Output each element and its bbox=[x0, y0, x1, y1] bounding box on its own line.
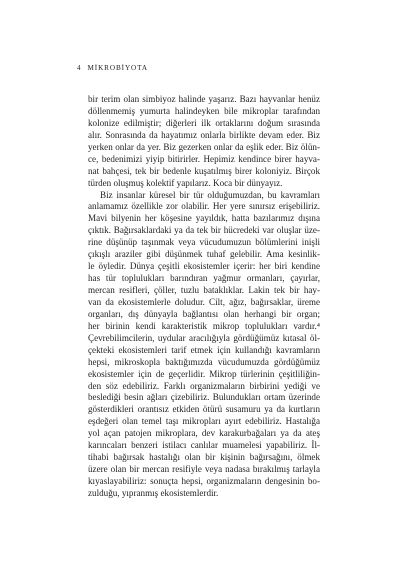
paragraph bbox=[88, 94, 320, 190]
text-line: çekteki ekosistemleri tarif etmek için kullandığı kavramların bbox=[88, 344, 320, 355]
text-line: gösterdikleri orantısız etkiden ötürü susamuru ya da kurtların bbox=[88, 404, 320, 415]
text-line: nat bahçesi, tek bir bedenle kuşatılmış birer koloniyiz. Birçok bbox=[88, 165, 320, 176]
text-line: üzere olan bir mercan resifiyle veya nadasa bırakılmış tarlayla bbox=[88, 464, 320, 475]
text-line: zulduğu, yıpranmış ekosistemlerdir. bbox=[88, 487, 219, 498]
running-title: MİKROBİYOTA bbox=[87, 64, 148, 72]
text-line: organları, dış dünyayla bağlantısı olan herhangi bir organ; bbox=[88, 308, 320, 319]
text-line: kolonize edilmiştir; diğerleri ilk ortaklarını doğum sırasında bbox=[88, 117, 320, 128]
text-line: has tür toplulukları barındıran yağmur ormanları, çayırlar, bbox=[88, 273, 320, 284]
text-line: hepsi, mikroskopla baktığımızda vücudumuzda gördüğümüz bbox=[88, 356, 320, 367]
text-line: döllenmemiş yumurta halindeyken bile mikroplar tarafından bbox=[88, 105, 320, 116]
text-line: çıkışlı araziler gibi düşünmek tuhaf gelebilir. Ama kesinlik- bbox=[88, 249, 320, 260]
text-line: karıncaları benzeri istilacı canlılar muamelesi yapabiliriz. İl- bbox=[88, 440, 320, 451]
text-line: beslediği besin ağları çizebiliriz. Bulundukları ortam üzerinde bbox=[88, 392, 320, 403]
text-line: yerken onlar da yer. Biz gezerken onlar da eşlik eder. Biz ölün- bbox=[88, 141, 320, 152]
text-line: mercan resifleri, çöller, tuzlu bataklıklar. Lakin tek bir hay- bbox=[88, 285, 320, 295]
text-line: türden oluşmuş kolektif yapılarız. Koca bir dünyayız. bbox=[88, 177, 283, 188]
page-number: 4 bbox=[77, 64, 82, 72]
text-line: bir terim olan simbiyoz halinde yaşarız. Bazı hayvanlar henüz bbox=[88, 94, 320, 104]
text-line: van da ekosistemlerle doludur. Cilt, ağız, bağırsaklar, üreme bbox=[88, 296, 320, 307]
text-line: anlamamız özellikle zor olabilir. Her yere sınırsız erişebiliriz. bbox=[88, 201, 320, 212]
text-line: ce, bedenimizi yiyip bitirirler. Hepimiz kendince birer hayva- bbox=[88, 153, 320, 164]
text-line: Çevrebilimcilerin, uydular aracılığıyla gördüğümüz kıtasal öl- bbox=[88, 332, 320, 343]
text-line: ekosistemler için de geçerlidir. Mikrop türlerinin çeşitliliğin- bbox=[88, 368, 320, 379]
text-line: kıyaslayabiliriz: sonuçta hepsi, organizmaların dengesinin bo- bbox=[88, 476, 320, 486]
text-line: eşdeğeri olan temel taşı mikropları ayırt edebiliriz. Hastalığa bbox=[88, 416, 320, 427]
text-line: alır. Sonrasında da hayatımız onlarla birlikte devam eder. Biz bbox=[88, 129, 320, 140]
text-line: Biz insanlar küresel bir tür olduğumuzdan, bu kavramları bbox=[100, 189, 320, 200]
text-line: rine düşünüp taşınmak veya vücudumuzun bölümlerini inişli bbox=[88, 237, 320, 248]
text-line: Mavi bilyenin her köşesine yayıldık, hatta bazılarımız dışına bbox=[88, 213, 320, 224]
text-line: den söz edebiliriz. Farklı organizmaların birbirini yediği ve bbox=[88, 380, 320, 391]
text-line: le öyledir. Dünya çeşitli ekosistemler içerir: her biri kendine bbox=[88, 261, 320, 272]
running-header bbox=[77, 64, 148, 72]
body-text bbox=[88, 94, 320, 500]
text-line: her birinin kendi karakteristik mikrop toplulukları vardır.⁴ bbox=[88, 320, 320, 331]
text-line: tihabi bağırsak hastalığı olan bir kişinin bağırsağını, ölmek bbox=[88, 452, 320, 463]
paragraph bbox=[88, 190, 320, 500]
text-line: çıktık. Bağırsaklardaki ya da tek bir hücredeki var oluşlar üze- bbox=[88, 225, 320, 236]
text-line: yol açan patojen mikroplara, dev karakurbağaları ya da ateş bbox=[88, 428, 320, 439]
